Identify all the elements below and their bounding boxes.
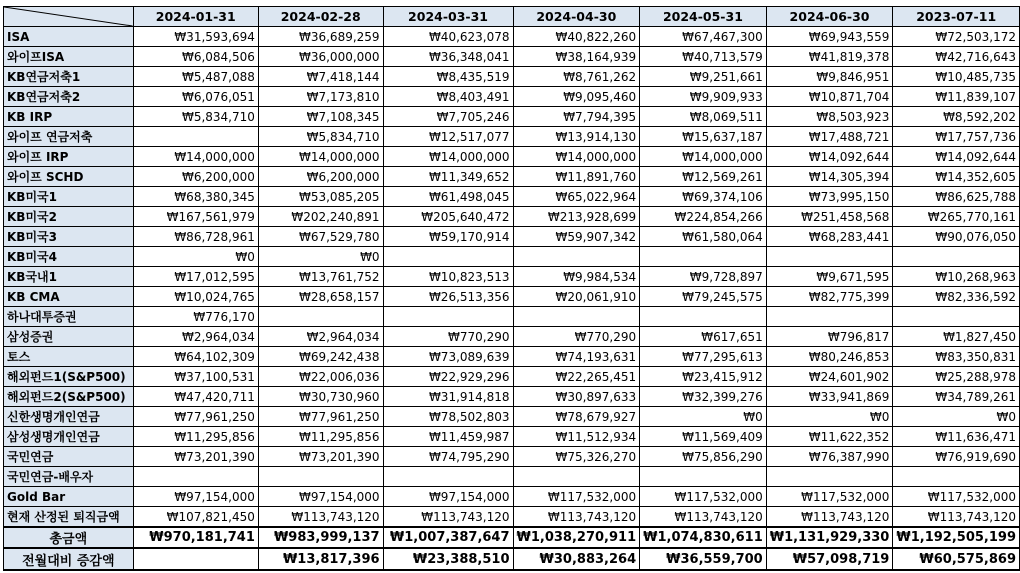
value-cell[interactable]: ₩1,131,929,330: [766, 527, 893, 548]
value-cell[interactable]: ₩113,743,120: [893, 507, 1020, 528]
value-cell[interactable]: ₩14,000,000: [133, 147, 258, 167]
header-row: [4, 7, 1020, 27]
table-row: [4, 47, 1020, 67]
value-cell[interactable]: ₩14,000,000: [513, 147, 640, 167]
value-cell[interactable]: ₩9,095,460: [513, 87, 640, 107]
value-cell[interactable]: ₩113,743,120: [258, 507, 383, 528]
value-cell[interactable]: ₩14,352,605: [893, 167, 1020, 187]
value-cell[interactable]: [893, 467, 1020, 487]
table-row: [4, 507, 1020, 528]
value-cell[interactable]: ₩75,326,270: [513, 447, 640, 467]
value-cell[interactable]: ₩5,834,710: [133, 107, 258, 127]
value-cell[interactable]: ₩80,246,853: [766, 347, 893, 367]
asset-spreadsheet: [3, 6, 1020, 571]
value-cell[interactable]: ₩776,170: [133, 307, 258, 327]
row-label[interactable]: 국민연금: [4, 447, 134, 467]
value-cell[interactable]: [766, 247, 893, 267]
value-cell[interactable]: ₩38,164,939: [513, 47, 640, 67]
value-cell[interactable]: ₩77,961,250: [258, 407, 383, 427]
value-cell[interactable]: ₩11,349,652: [383, 167, 513, 187]
value-cell[interactable]: [893, 307, 1020, 327]
corner-cell[interactable]: [4, 7, 134, 27]
value-cell[interactable]: ₩6,200,000: [258, 167, 383, 187]
value-cell[interactable]: ₩83,350,831: [893, 347, 1020, 367]
value-cell[interactable]: ₩73,089,639: [383, 347, 513, 367]
value-cell[interactable]: ₩69,242,438: [258, 347, 383, 367]
value-cell[interactable]: ₩0: [893, 407, 1020, 427]
value-cell[interactable]: ₩770,290: [383, 327, 513, 347]
value-cell[interactable]: ₩8,503,923: [766, 107, 893, 127]
row-label[interactable]: 전월대비 증감액: [4, 548, 134, 570]
table-row: [4, 347, 1020, 367]
table-row: [4, 87, 1020, 107]
row-label[interactable]: KB미국4: [4, 247, 134, 267]
value-cell[interactable]: ₩9,728,897: [640, 267, 767, 287]
table-row: [4, 107, 1020, 127]
value-cell[interactable]: ₩6,200,000: [133, 167, 258, 187]
value-cell[interactable]: ₩17,488,721: [766, 127, 893, 147]
value-cell[interactable]: ₩36,000,000: [258, 47, 383, 67]
value-cell[interactable]: ₩59,170,914: [383, 227, 513, 247]
value-cell[interactable]: [258, 467, 383, 487]
value-cell[interactable]: ₩36,559,700: [640, 548, 767, 570]
value-cell[interactable]: ₩1,074,830,611: [640, 527, 767, 548]
total-row: [4, 527, 1020, 548]
row-label[interactable]: 와이프 SCHD: [4, 167, 134, 187]
value-cell[interactable]: ₩12,569,261: [640, 167, 767, 187]
value-cell[interactable]: ₩205,640,472: [383, 207, 513, 227]
value-cell[interactable]: ₩2,964,034: [133, 327, 258, 347]
value-cell[interactable]: ₩970,181,741: [133, 527, 258, 548]
row-label[interactable]: Gold Bar: [4, 487, 134, 507]
value-cell[interactable]: ₩796,817: [766, 327, 893, 347]
value-cell[interactable]: ₩9,909,933: [640, 87, 767, 107]
value-cell[interactable]: [640, 307, 767, 327]
row-label[interactable]: KB연금저축1: [4, 67, 134, 87]
value-cell[interactable]: ₩40,623,078: [383, 27, 513, 47]
value-cell[interactable]: ₩167,561,979: [133, 207, 258, 227]
value-cell[interactable]: ₩14,092,644: [766, 147, 893, 167]
table-row: [4, 387, 1020, 407]
value-cell[interactable]: ₩11,459,987: [383, 427, 513, 447]
value-cell[interactable]: ₩30,883,264: [513, 548, 640, 570]
value-cell[interactable]: ₩76,919,690: [893, 447, 1020, 467]
value-cell[interactable]: [893, 247, 1020, 267]
value-cell[interactable]: ₩86,728,961: [133, 227, 258, 247]
value-cell[interactable]: ₩15,637,187: [640, 127, 767, 147]
value-cell[interactable]: ₩11,295,856: [258, 427, 383, 447]
table-row: [4, 207, 1020, 227]
table-row: [4, 407, 1020, 427]
table-row: [4, 167, 1020, 187]
row-label[interactable]: 국민연금-배우자: [4, 467, 134, 487]
value-cell[interactable]: ₩13,914,130: [513, 127, 640, 147]
value-cell[interactable]: [513, 247, 640, 267]
table-row: [4, 307, 1020, 327]
value-cell[interactable]: ₩11,569,409: [640, 427, 767, 447]
value-cell[interactable]: ₩10,268,963: [893, 267, 1020, 287]
value-cell[interactable]: [383, 307, 513, 327]
value-cell[interactable]: ₩7,108,345: [258, 107, 383, 127]
value-cell[interactable]: ₩68,283,441: [766, 227, 893, 247]
row-label[interactable]: KB IRP: [4, 107, 134, 127]
value-cell[interactable]: ₩7,173,810: [258, 87, 383, 107]
monthly-change-row: [4, 548, 1020, 570]
value-cell[interactable]: ₩75,856,290: [640, 447, 767, 467]
value-cell[interactable]: ₩12,517,077: [383, 127, 513, 147]
value-cell[interactable]: ₩14,000,000: [383, 147, 513, 167]
value-cell[interactable]: ₩11,891,760: [513, 167, 640, 187]
value-cell[interactable]: ₩36,348,041: [383, 47, 513, 67]
value-cell[interactable]: ₩8,069,511: [640, 107, 767, 127]
value-cell[interactable]: [133, 548, 258, 570]
value-cell[interactable]: ₩14,092,644: [893, 147, 1020, 167]
value-cell[interactable]: ₩6,084,506: [133, 47, 258, 67]
value-cell[interactable]: [640, 467, 767, 487]
value-cell[interactable]: ₩69,374,106: [640, 187, 767, 207]
value-cell[interactable]: ₩117,532,000: [640, 487, 767, 507]
value-cell[interactable]: ₩14,305,394: [766, 167, 893, 187]
value-cell[interactable]: ₩61,498,045: [383, 187, 513, 207]
value-cell[interactable]: [766, 307, 893, 327]
value-cell[interactable]: ₩65,022,964: [513, 187, 640, 207]
value-cell[interactable]: ₩41,819,378: [766, 47, 893, 67]
value-cell[interactable]: ₩53,085,205: [258, 187, 383, 207]
value-cell[interactable]: ₩23,388,510: [383, 548, 513, 570]
value-cell[interactable]: ₩68,380,345: [133, 187, 258, 207]
value-cell[interactable]: ₩97,154,000: [258, 487, 383, 507]
value-cell[interactable]: ₩7,418,144: [258, 67, 383, 87]
value-cell[interactable]: ₩14,000,000: [640, 147, 767, 167]
value-cell[interactable]: ₩117,532,000: [893, 487, 1020, 507]
value-cell[interactable]: ₩113,743,120: [766, 507, 893, 528]
value-cell[interactable]: ₩0: [640, 407, 767, 427]
table-row: [4, 27, 1020, 47]
value-cell[interactable]: ₩9,671,595: [766, 267, 893, 287]
value-cell[interactable]: ₩33,941,869: [766, 387, 893, 407]
row-label[interactable]: 와이프ISA: [4, 47, 134, 67]
row-label[interactable]: KB국내1: [4, 267, 134, 287]
value-cell[interactable]: ₩224,854,266: [640, 207, 767, 227]
value-cell[interactable]: ₩1,827,450: [893, 327, 1020, 347]
value-cell[interactable]: ₩10,871,704: [766, 87, 893, 107]
value-cell[interactable]: ₩11,295,856: [133, 427, 258, 447]
value-cell[interactable]: ₩40,822,260: [513, 27, 640, 47]
row-label[interactable]: 하나대투증권: [4, 307, 134, 327]
value-cell[interactable]: ₩10,823,513: [383, 267, 513, 287]
value-cell[interactable]: [766, 467, 893, 487]
row-label[interactable]: 신한생명개인연금: [4, 407, 134, 427]
row-label[interactable]: 토스: [4, 347, 134, 367]
value-cell[interactable]: ₩73,201,390: [133, 447, 258, 467]
row-label[interactable]: 삼성증권: [4, 327, 134, 347]
value-cell[interactable]: ₩40,713,579: [640, 47, 767, 67]
row-label[interactable]: 현재 산정된 퇴직금액: [4, 507, 134, 528]
value-cell[interactable]: ₩13,761,752: [258, 267, 383, 287]
value-cell[interactable]: ₩17,012,595: [133, 267, 258, 287]
column-header[interactable]: 2024-05-31: [640, 7, 767, 27]
row-label[interactable]: 해외펀드1(S&P500): [4, 367, 134, 387]
value-cell[interactable]: [383, 247, 513, 267]
table-row: [4, 287, 1020, 307]
value-cell[interactable]: [258, 307, 383, 327]
value-cell[interactable]: ₩10,485,735: [893, 67, 1020, 87]
value-cell[interactable]: ₩265,770,161: [893, 207, 1020, 227]
value-cell[interactable]: ₩77,961,250: [133, 407, 258, 427]
value-cell[interactable]: ₩78,679,927: [513, 407, 640, 427]
value-cell[interactable]: ₩25,288,978: [893, 367, 1020, 387]
value-cell[interactable]: ₩42,716,643: [893, 47, 1020, 67]
value-cell[interactable]: ₩2,964,034: [258, 327, 383, 347]
value-cell[interactable]: ₩82,775,399: [766, 287, 893, 307]
value-cell[interactable]: ₩30,730,960: [258, 387, 383, 407]
value-cell[interactable]: ₩5,834,710: [258, 127, 383, 147]
value-cell[interactable]: ₩5,487,088: [133, 67, 258, 87]
value-cell[interactable]: ₩251,458,568: [766, 207, 893, 227]
value-cell[interactable]: ₩770,290: [513, 327, 640, 347]
value-cell[interactable]: ₩13,817,396: [258, 548, 383, 570]
value-cell[interactable]: [133, 127, 258, 147]
value-cell[interactable]: ₩9,846,951: [766, 67, 893, 87]
value-cell[interactable]: ₩74,193,631: [513, 347, 640, 367]
value-cell[interactable]: ₩117,532,000: [766, 487, 893, 507]
column-header[interactable]: 2024-04-30: [513, 7, 640, 27]
value-cell[interactable]: ₩97,154,000: [383, 487, 513, 507]
value-cell[interactable]: ₩28,658,157: [258, 287, 383, 307]
row-label[interactable]: 와이프 IRP: [4, 147, 134, 167]
value-cell[interactable]: ₩1,007,387,647: [383, 527, 513, 548]
value-cell[interactable]: ₩69,943,559: [766, 27, 893, 47]
value-cell[interactable]: ₩60,575,869: [893, 548, 1020, 570]
value-cell[interactable]: ₩107,821,450: [133, 507, 258, 528]
value-cell[interactable]: ₩113,743,120: [513, 507, 640, 528]
value-cell[interactable]: ₩22,929,296: [383, 367, 513, 387]
column-header[interactable]: 2024-02-28: [258, 7, 383, 27]
value-cell[interactable]: ₩8,592,202: [893, 107, 1020, 127]
value-cell[interactable]: ₩202,240,891: [258, 207, 383, 227]
column-header[interactable]: 2024-06-30: [766, 7, 893, 27]
row-label[interactable]: 해외펀드2(S&P500): [4, 387, 134, 407]
value-cell[interactable]: ₩0: [258, 247, 383, 267]
row-label[interactable]: ISA: [4, 27, 134, 47]
value-cell[interactable]: ₩23,415,912: [640, 367, 767, 387]
value-cell[interactable]: ₩8,435,519: [383, 67, 513, 87]
value-cell[interactable]: ₩34,789,261: [893, 387, 1020, 407]
value-cell[interactable]: ₩11,622,352: [766, 427, 893, 447]
table-row: [4, 467, 1020, 487]
value-cell[interactable]: ₩86,625,788: [893, 187, 1020, 207]
value-cell[interactable]: ₩79,245,575: [640, 287, 767, 307]
value-cell[interactable]: ₩67,467,300: [640, 27, 767, 47]
value-cell[interactable]: ₩6,076,051: [133, 87, 258, 107]
value-cell[interactable]: ₩26,513,356: [383, 287, 513, 307]
value-cell[interactable]: ₩72,503,172: [893, 27, 1020, 47]
diagonal-divider: [4, 7, 133, 26]
value-cell[interactable]: ₩14,000,000: [258, 147, 383, 167]
value-cell[interactable]: ₩30,897,633: [513, 387, 640, 407]
value-cell[interactable]: ₩11,512,934: [513, 427, 640, 447]
row-label[interactable]: KB미국2: [4, 207, 134, 227]
value-cell[interactable]: ₩7,794,395: [513, 107, 640, 127]
value-cell[interactable]: ₩32,399,276: [640, 387, 767, 407]
row-label[interactable]: 삼성생명개인연금: [4, 427, 134, 447]
table-row: [4, 247, 1020, 267]
value-cell[interactable]: ₩31,914,818: [383, 387, 513, 407]
value-cell[interactable]: ₩0: [766, 407, 893, 427]
table-row: [4, 427, 1020, 447]
value-cell[interactable]: ₩0: [133, 247, 258, 267]
value-cell[interactable]: ₩9,984,534: [513, 267, 640, 287]
table-row: [4, 267, 1020, 287]
value-cell[interactable]: ₩59,907,342: [513, 227, 640, 247]
value-cell[interactable]: ₩8,403,491: [383, 87, 513, 107]
value-cell[interactable]: ₩97,154,000: [133, 487, 258, 507]
row-label[interactable]: 총금액: [4, 527, 134, 548]
value-cell[interactable]: ₩78,502,803: [383, 407, 513, 427]
value-cell[interactable]: ₩57,098,719: [766, 548, 893, 570]
value-cell[interactable]: ₩73,201,390: [258, 447, 383, 467]
value-cell[interactable]: ₩36,689,259: [258, 27, 383, 47]
value-cell[interactable]: ₩213,928,699: [513, 207, 640, 227]
value-cell[interactable]: [513, 307, 640, 327]
value-cell[interactable]: ₩22,006,036: [258, 367, 383, 387]
value-cell[interactable]: ₩7,705,246: [383, 107, 513, 127]
value-cell[interactable]: ₩90,076,050: [893, 227, 1020, 247]
value-cell[interactable]: [640, 247, 767, 267]
table-row: [4, 147, 1020, 167]
value-cell[interactable]: ₩47,420,711: [133, 387, 258, 407]
value-cell[interactable]: ₩117,532,000: [513, 487, 640, 507]
column-header[interactable]: 2023-07-11: [893, 7, 1020, 27]
value-cell[interactable]: ₩11,839,107: [893, 87, 1020, 107]
row-label[interactable]: KB미국3: [4, 227, 134, 247]
value-cell[interactable]: ₩113,743,120: [383, 507, 513, 528]
value-cell[interactable]: ₩82,336,592: [893, 287, 1020, 307]
table-row: [4, 487, 1020, 507]
value-cell[interactable]: ₩1,192,505,199: [893, 527, 1020, 548]
value-cell[interactable]: ₩31,593,694: [133, 27, 258, 47]
value-cell[interactable]: ₩37,100,531: [133, 367, 258, 387]
value-cell[interactable]: ₩8,761,262: [513, 67, 640, 87]
table-row: [4, 327, 1020, 347]
table-row: [4, 367, 1020, 387]
row-label[interactable]: 와이프 연금저축: [4, 127, 134, 147]
value-cell[interactable]: ₩74,795,290: [383, 447, 513, 467]
value-cell[interactable]: ₩9,251,661: [640, 67, 767, 87]
value-cell[interactable]: ₩76,387,990: [766, 447, 893, 467]
value-cell[interactable]: [383, 467, 513, 487]
value-cell[interactable]: ₩1,038,270,911: [513, 527, 640, 548]
table-row: [4, 127, 1020, 147]
column-header[interactable]: 2024-03-31: [383, 7, 513, 27]
value-cell[interactable]: ₩17,757,736: [893, 127, 1020, 147]
value-cell[interactable]: ₩67,529,780: [258, 227, 383, 247]
value-cell[interactable]: ₩617,651: [640, 327, 767, 347]
row-label[interactable]: KB CMA: [4, 287, 134, 307]
value-cell[interactable]: ₩113,743,120: [640, 507, 767, 528]
value-cell[interactable]: ₩20,061,910: [513, 287, 640, 307]
value-cell[interactable]: ₩11,636,471: [893, 427, 1020, 447]
value-cell[interactable]: [133, 467, 258, 487]
table-row: [4, 227, 1020, 247]
row-label[interactable]: KB연금저축2: [4, 87, 134, 107]
value-cell[interactable]: ₩983,999,137: [258, 527, 383, 548]
value-cell[interactable]: ₩24,601,902: [766, 367, 893, 387]
value-cell[interactable]: ₩10,024,765: [133, 287, 258, 307]
value-cell[interactable]: ₩61,580,064: [640, 227, 767, 247]
row-label[interactable]: KB미국1: [4, 187, 134, 207]
table-row: [4, 187, 1020, 207]
column-header[interactable]: 2024-01-31: [133, 7, 258, 27]
value-cell[interactable]: [513, 467, 640, 487]
value-cell[interactable]: ₩64,102,309: [133, 347, 258, 367]
value-cell[interactable]: ₩22,265,451: [513, 367, 640, 387]
value-cell[interactable]: ₩77,295,613: [640, 347, 767, 367]
value-cell[interactable]: ₩73,995,150: [766, 187, 893, 207]
table-row: [4, 67, 1020, 87]
table-row: [4, 447, 1020, 467]
